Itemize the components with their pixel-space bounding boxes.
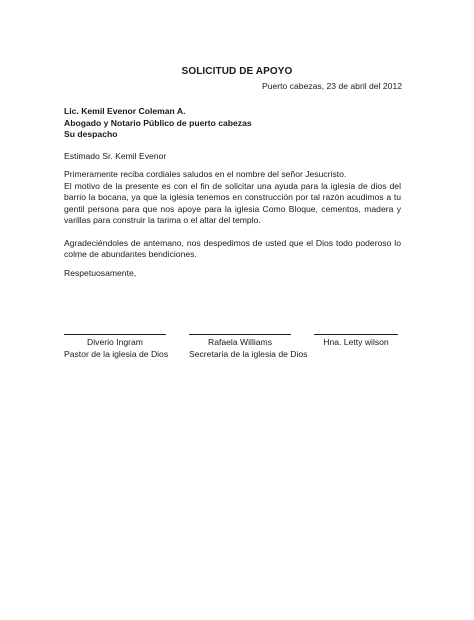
signer-name: Hna. Letty wilson (323, 337, 389, 347)
recipient-name: Lic. Kemil Evenor Coleman A. (64, 106, 186, 116)
signature-block-pastor (64, 334, 169, 359)
recipient-block (64, 106, 252, 141)
closing: Respetuosamente, (64, 268, 137, 278)
paragraph-thanks: Agradeciéndoles de antemano, nos despedimos de usted que el Dios todo poderoso lo colme de abundantes bendiciones. (64, 237, 401, 259)
recipient-office: Su despacho (64, 129, 118, 140)
signature-line (64, 334, 166, 335)
paragraph-intro: Primeramente reciba cordiales saludos en el nombre del señor Jesucristo. (64, 169, 347, 179)
signature-block-sister (314, 334, 398, 347)
letter-title: SOLICITUD DE APOYO (181, 66, 293, 77)
signer-name: Rafaela Williams (208, 337, 272, 347)
signature-block-secretary (189, 334, 308, 359)
recipient-title: Abogado y Notario Público de puerto cabezas (64, 117, 252, 128)
paragraph-request: El motivo de la presente es con el fin de solicitar una ayuda para la iglesia de dios del barrio la bocana, ya que la iglesia tenemos en construcción por tal razón acudimos a tu gentil persona para que nos apoye para la iglesia Como Bloque, cementos, madera y varillas para construir la tarima o el altar del templo. (64, 180, 401, 225)
letter-date: Puerto cabezas, 23 de abril del 2012 (262, 81, 402, 91)
greeting: Estimado Sr. Kemil Evenor (64, 151, 167, 161)
signer-role: Pastor de la iglesia de Dios (64, 349, 169, 359)
signature-line (189, 334, 291, 335)
letter-body (64, 169, 401, 261)
signature-line (314, 334, 398, 335)
signer-name: Diverio Ingram (87, 337, 143, 347)
signer-role: Secretaria de la iglesia de Dios (189, 349, 308, 359)
